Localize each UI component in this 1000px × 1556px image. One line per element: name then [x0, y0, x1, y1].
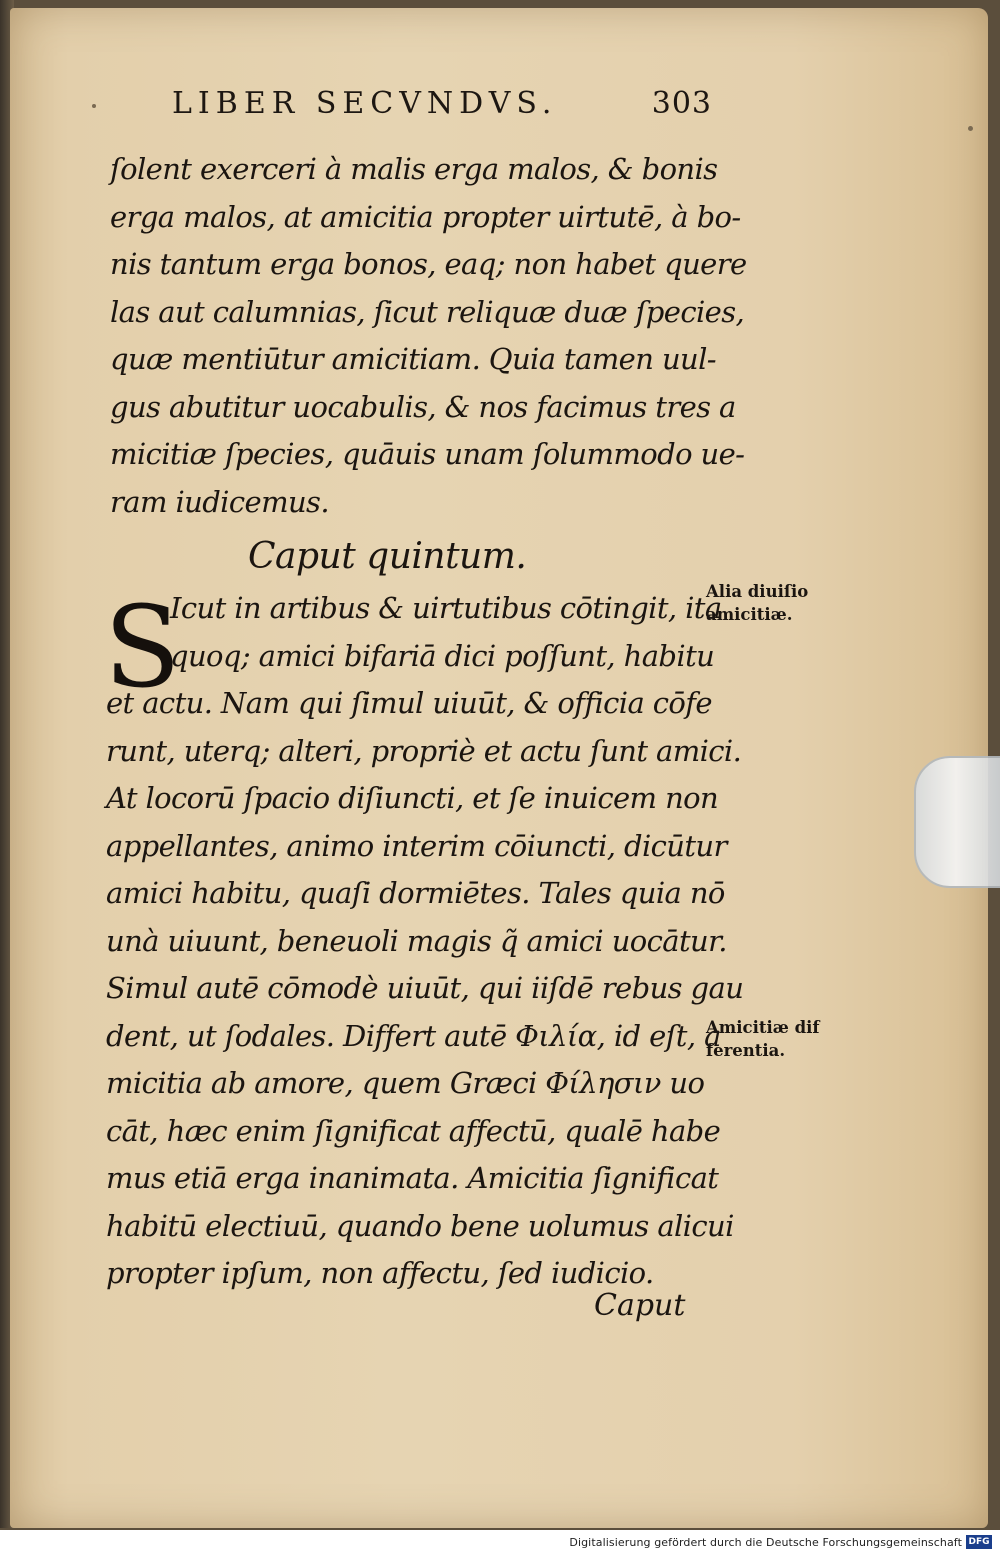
paper-speck: [92, 104, 96, 108]
text-line: micitiæ ſpecies, quāuis unam ſolummodo ue-: [110, 437, 745, 471]
text-line: unà uiuunt, beneuoli magis q̃ amici uocātur.: [106, 923, 727, 958]
text-line: habitū electiuū, quando bene uolumus alicui: [106, 1208, 734, 1243]
text-line: Simul autē cōmodè uiuūt, qui iiſdē rebus gau: [106, 971, 744, 1005]
text-line: amici habitu, quaſi dormiētes. Tales quia nō: [106, 876, 725, 910]
page-clip: [914, 756, 1000, 888]
marginal-note: [706, 580, 808, 626]
marginal-note-line: amicitiæ.: [706, 605, 793, 624]
text-line: las aut calumnias, ſicut reliquæ duæ ſpecies,: [110, 294, 745, 329]
text-block-chapter-body: [106, 680, 743, 1298]
chapter-heading: Caput quintum.: [248, 536, 527, 577]
text-line: appellantes, animo interim cōiuncti, dicūtur: [106, 828, 727, 863]
drop-cap-initial: S: [104, 583, 181, 713]
dfg-logo-icon: DFG: [966, 1535, 992, 1549]
text-line: Icut in artibus & uirtutibus cōtingit, ita: [170, 591, 722, 625]
text-line: cāt, hæc enim ſignificat affectū, qualē habe: [106, 1113, 721, 1148]
text-block-top: [110, 146, 747, 526]
text-line: micitia ab amore, quem Græci Φίλησιν uo: [106, 1066, 705, 1100]
text-line: runt, uterq; alteri, propriè et actu ſunt amici.: [106, 733, 742, 768]
text-block-drop-cap-lines: [170, 585, 722, 680]
text-line: erga malos, at amicitia propter uirtutē, à bo-: [110, 199, 741, 234]
page-number: 303: [651, 86, 712, 121]
text-line: propter ipſum, non affectu, ſed iudicio.: [106, 1256, 654, 1290]
text-line: ſolent exerceri à malis erga malos, & bonis: [110, 152, 718, 186]
text-line: nis tantum erga bonos, eaq; non habet quere: [110, 247, 747, 281]
catchword: Caput: [594, 1288, 686, 1323]
text-line: et actu. Nam qui ſimul uiuūt, & officia cōfe: [106, 686, 712, 720]
marginal-note: [706, 1016, 819, 1062]
running-title: LIBER SECVNDVS.: [172, 86, 558, 121]
marginal-note-line: ferentia.: [706, 1041, 786, 1060]
marginal-note-line: Amicitiæ dif: [706, 1018, 820, 1037]
text-line: ram iudicemus.: [110, 484, 329, 519]
text-line: dent, ut ſodales. Differt autē Φιλία, id eſt, a: [106, 1018, 721, 1053]
funding-credit: Digitalisierung gefördert durch die Deutsche Forschungsgemeinschaft: [569, 1536, 962, 1549]
text-line: mus etiā erga inanimata. Amicitia ſignificat: [106, 1161, 719, 1195]
marginal-note-line: Alia diuiſio: [706, 582, 809, 601]
text-line: quoq; amici bifariā dici poſſunt, habitu: [170, 638, 715, 673]
text-line: gus abutitur uocabulis, & nos facimus tres a: [110, 389, 736, 424]
text-line: quæ mentiūtur amicitiam. Quia tamen uul-: [110, 342, 716, 376]
running-header: [172, 86, 712, 121]
paper-speck: [968, 126, 973, 131]
text-line: At locorū ſpacio diſiuncti, et ſe inuicem non: [106, 781, 719, 815]
